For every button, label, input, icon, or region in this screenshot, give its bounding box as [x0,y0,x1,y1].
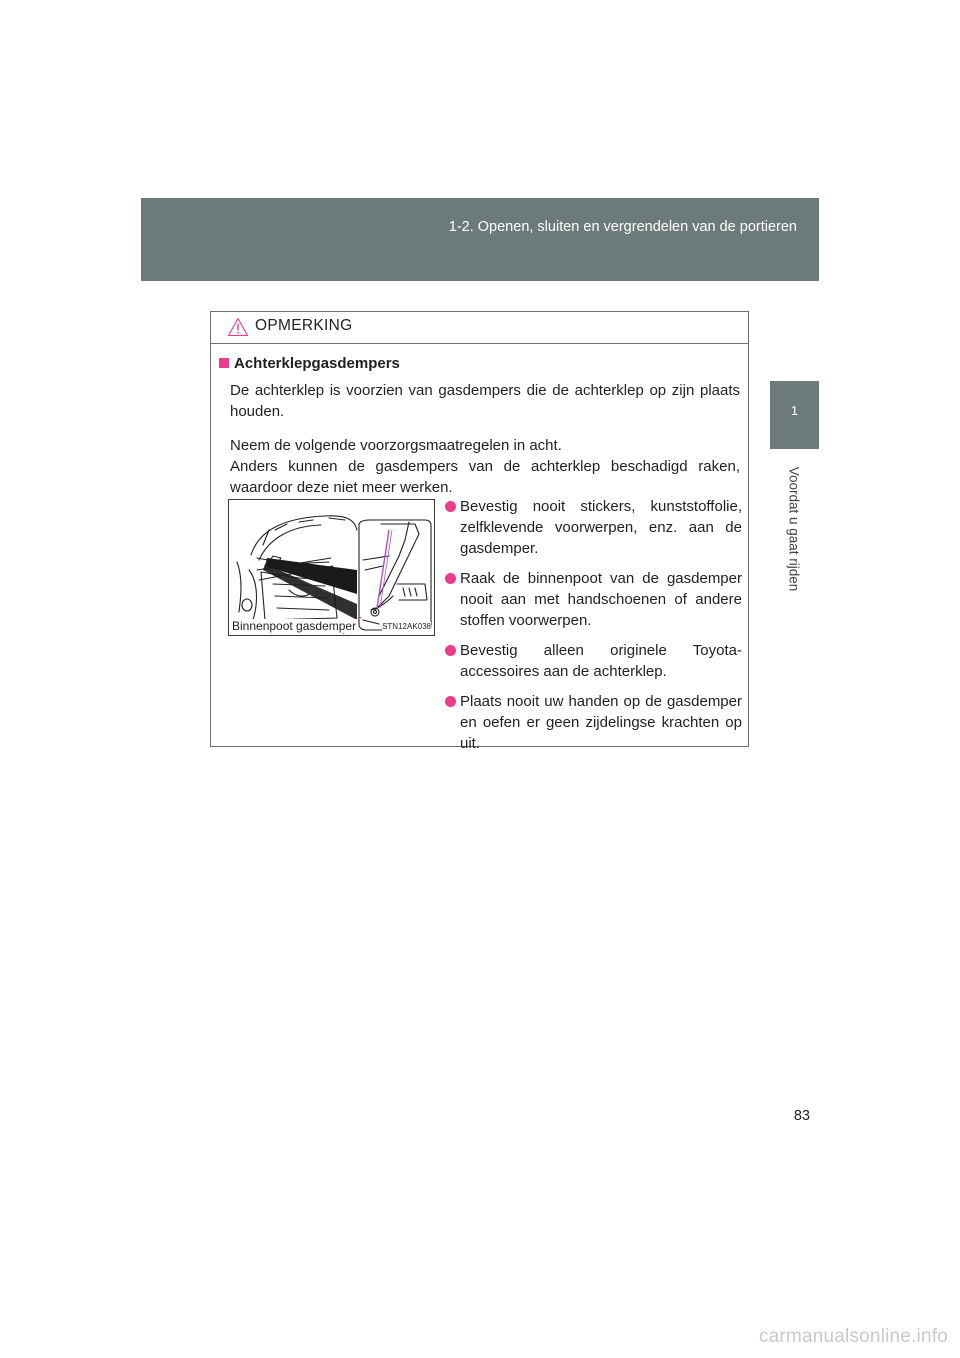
section-heading-text: Achterklepgasdempers [234,355,400,372]
dot-bullet-icon [445,645,456,656]
list-item-text: Bevestig nooit stickers, kunststoffolie, zelfklevende voorwerpen, enz. aan de gasdemper. [460,498,742,557]
notice-title: OPMERKING [255,317,353,334]
dot-bullet-icon [445,501,456,512]
list-item-text: Plaats nooit uw handen op de gasdemper en oefen er geen zijdelingse krachten op uit. [460,693,742,752]
list-item [444,640,742,682]
list-item [444,496,742,559]
warning-triangle-icon [227,317,249,337]
chapter-number: 1 [790,403,799,418]
list-item-text: Bevestig alleen originele Toyota-accessoires aan de achterklep. [460,642,742,680]
section-header-band [141,198,819,281]
dot-bullet-icon [445,573,456,584]
precaution-line-1: Neem de volgende voorzorgsmaatregelen in acht. [230,437,562,454]
section-title: 1-2. Openen, sluiten en vergrendelen van de portieren [448,219,797,235]
figure-caption: Binnenpoot gasdemper [232,619,357,633]
precaution-paragraph [230,435,740,498]
notice-box [210,311,749,752]
chapter-tab [770,381,819,449]
intro-paragraph: De achterklep is voorzien van gasdempers die de achterklep op zijn plaats houden. [230,382,740,420]
notice-header [211,312,748,344]
tailgate-drawing [229,500,434,635]
chapter-label: Voordat u gaat rijden [786,466,802,592]
watermark: carmanualsonline.info [758,1326,948,1347]
precaution-line-2: Anders kunnen de gasdempers van de achterklep beschadigd raken, waardoor deze niet meer werken. [230,458,740,496]
gas-damper-illustration [228,499,435,636]
list-item [444,691,742,754]
figure-code: STN12AK038 [382,622,431,631]
list-item [444,568,742,631]
list-item-text: Raak de binnenpoot van de gasdemper nooit aan met handschoenen of andere stoffen voorwerpen. [460,570,742,629]
dot-bullet-icon [445,696,456,707]
precaution-list [444,496,742,763]
notice-body [211,344,748,752]
section-heading [219,355,400,372]
page-number: 83 [793,1108,810,1124]
square-bullet-icon [219,358,229,368]
